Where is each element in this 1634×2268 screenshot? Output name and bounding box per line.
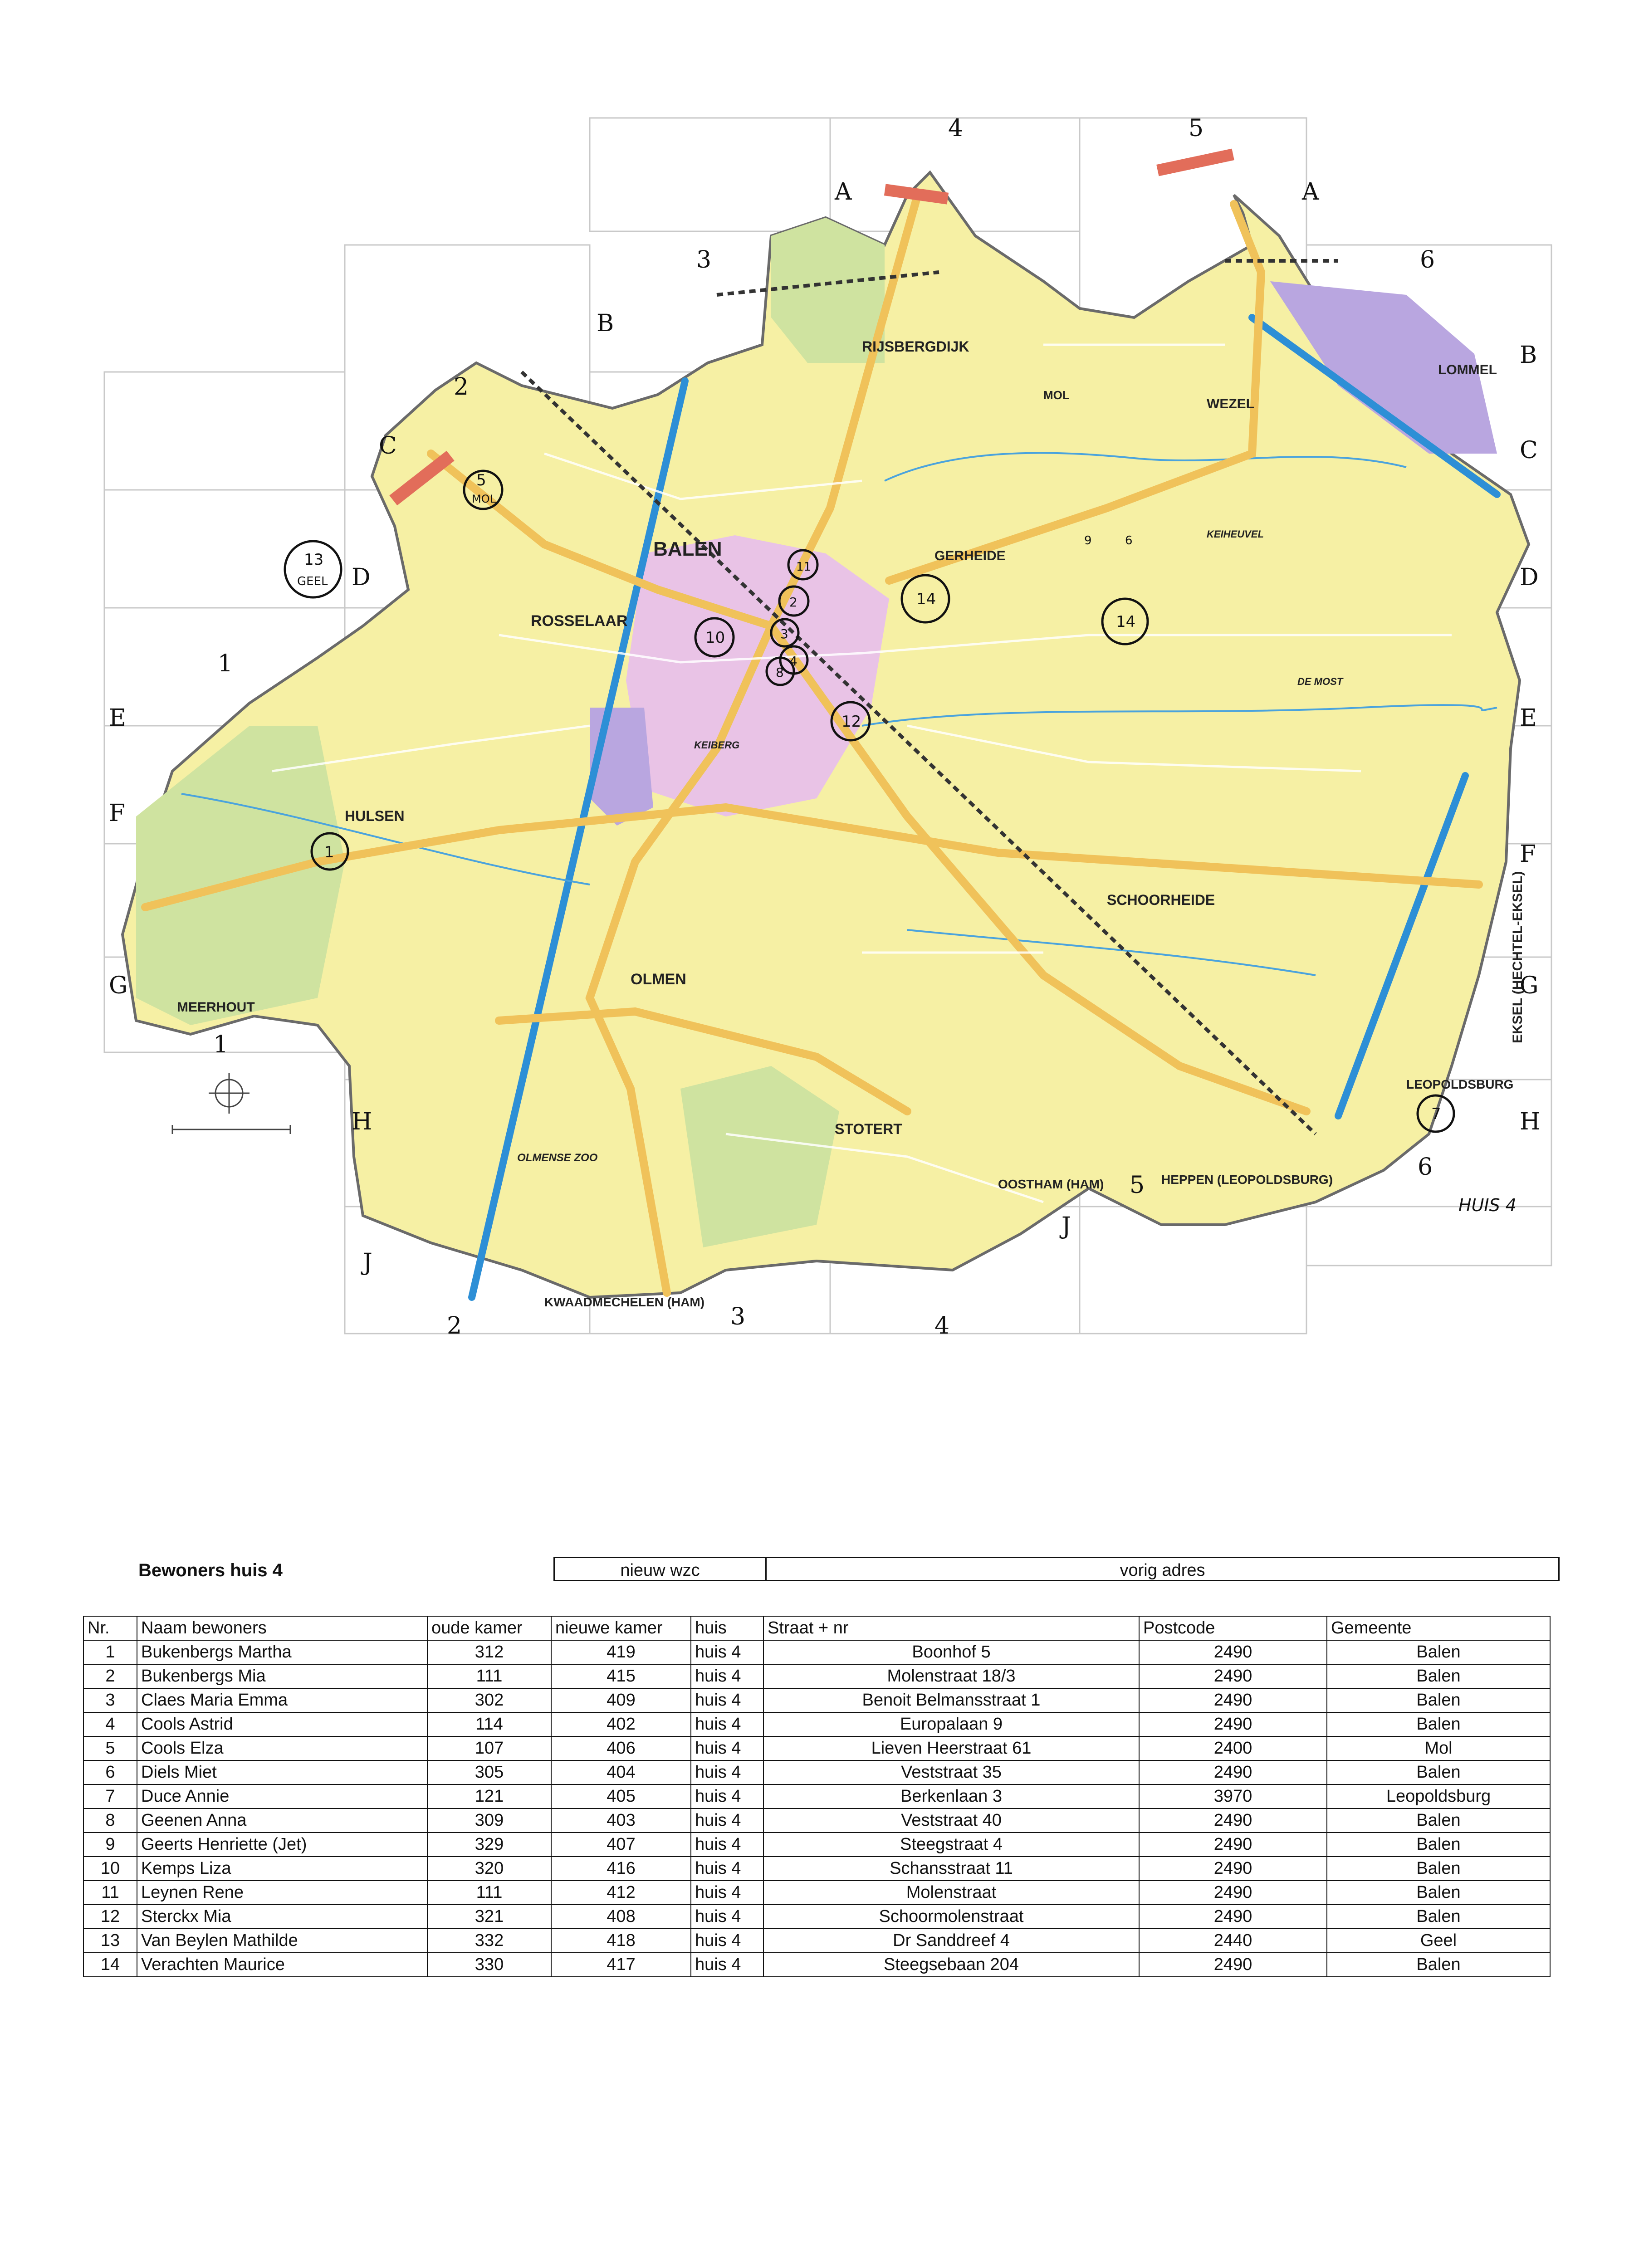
cell-new-room: 404 bbox=[551, 1760, 691, 1784]
place-keiheuvel: KEIHEUVEL bbox=[1207, 528, 1264, 540]
table-body bbox=[83, 1640, 1550, 1977]
grid-row-B-left: B bbox=[597, 310, 614, 337]
table-row bbox=[83, 1688, 1550, 1712]
cell-postcode: 2490 bbox=[1139, 1905, 1327, 1929]
cell-new-room: 417 bbox=[551, 1953, 691, 1977]
cell-house: huis 4 bbox=[691, 1712, 763, 1736]
cell-nr: 13 bbox=[83, 1929, 137, 1953]
cell-nr: 4 bbox=[83, 1712, 137, 1736]
col-municipality: Gemeente bbox=[1327, 1616, 1550, 1640]
cell-street: Veststraat 35 bbox=[763, 1760, 1139, 1784]
place-lommel: LOMMEL bbox=[1438, 362, 1497, 377]
table-row bbox=[83, 1736, 1550, 1760]
table-row bbox=[83, 1640, 1550, 1664]
marker-5: 5 bbox=[476, 471, 486, 489]
cell-municipality: Balen bbox=[1327, 1881, 1550, 1905]
cell-nr: 10 bbox=[83, 1857, 137, 1881]
cell-postcode: 2490 bbox=[1139, 1760, 1327, 1784]
cell-street: Veststraat 40 bbox=[763, 1809, 1139, 1833]
grid-row-E-right: E bbox=[1520, 704, 1537, 732]
cell-name: Van Beylen Mathilde bbox=[137, 1929, 427, 1953]
cell-street: Lieven Heerstraat 61 bbox=[763, 1736, 1139, 1760]
col-old-room: oude kamer bbox=[427, 1616, 551, 1640]
place-leopoldsburg: LEOPOLDSBURG bbox=[1406, 1077, 1514, 1091]
cell-house: huis 4 bbox=[691, 1688, 763, 1712]
grid-col-2-top: 2 bbox=[454, 373, 469, 401]
cell-street: Molenstraat 18/3 bbox=[763, 1664, 1139, 1688]
place-olmense-zoo: OLMENSE ZOO bbox=[517, 1152, 598, 1164]
place-oostham: OOSTHAM (HAM) bbox=[998, 1177, 1104, 1191]
grid-col-4-bottom: 4 bbox=[934, 1312, 950, 1339]
cell-postcode: 2490 bbox=[1139, 1664, 1327, 1688]
marker-8: 8 bbox=[776, 665, 784, 680]
cell-new-room: 409 bbox=[551, 1688, 691, 1712]
cell-old-room: 114 bbox=[427, 1712, 551, 1736]
cell-house: huis 4 bbox=[691, 1833, 763, 1857]
table-row bbox=[83, 1929, 1550, 1953]
cell-house: huis 4 bbox=[691, 1809, 763, 1833]
cell-street: Boonhof 5 bbox=[763, 1640, 1139, 1664]
residents-table bbox=[83, 1616, 1551, 1977]
cell-new-room: 406 bbox=[551, 1736, 691, 1760]
cell-house: huis 4 bbox=[691, 1784, 763, 1809]
cell-name: Verachten Maurice bbox=[137, 1953, 427, 1977]
cell-municipality: Balen bbox=[1327, 1809, 1550, 1833]
cell-municipality: Balen bbox=[1327, 1664, 1550, 1688]
cell-new-room: 419 bbox=[551, 1640, 691, 1664]
marker-12: 12 bbox=[841, 713, 861, 731]
cell-house: huis 4 bbox=[691, 1664, 763, 1688]
col-house: huis bbox=[691, 1616, 763, 1640]
cell-postcode: 2490 bbox=[1139, 1857, 1327, 1881]
table-row bbox=[83, 1953, 1550, 1977]
place-olmen: OLMEN bbox=[631, 971, 686, 988]
grid-col-2-bottom: 2 bbox=[447, 1312, 462, 1339]
cell-name: Leynen Rene bbox=[137, 1881, 427, 1905]
marker-14b: 14 bbox=[1116, 613, 1136, 631]
cell-old-room: 107 bbox=[427, 1736, 551, 1760]
cell-name: Bukenbergs Mia bbox=[137, 1664, 427, 1688]
cell-postcode: 2490 bbox=[1139, 1712, 1327, 1736]
place-meerhout: MEERHOUT bbox=[177, 1000, 255, 1015]
table-row bbox=[83, 1712, 1550, 1736]
cell-new-room: 405 bbox=[551, 1784, 691, 1809]
cell-postcode: 2490 bbox=[1139, 1809, 1327, 1833]
scale-bar bbox=[172, 1125, 290, 1134]
grid-col-4-top: 4 bbox=[948, 115, 964, 142]
cell-municipality: Leopoldsburg bbox=[1327, 1784, 1550, 1809]
place-keiberg: KEIBERG bbox=[694, 739, 740, 751]
place-gerheide: GERHEIDE bbox=[934, 548, 1006, 563]
cell-old-room: 302 bbox=[427, 1688, 551, 1712]
col-postcode: Postcode bbox=[1139, 1616, 1327, 1640]
cell-municipality: Geel bbox=[1327, 1929, 1550, 1953]
cell-old-room: 111 bbox=[427, 1664, 551, 1688]
cell-nr: 7 bbox=[83, 1784, 137, 1809]
grid-row-E-left: E bbox=[109, 704, 126, 732]
cell-house: huis 4 bbox=[691, 1929, 763, 1953]
cell-street: Dr Sanddreef 4 bbox=[763, 1929, 1139, 1953]
cell-name: Kemps Liza bbox=[137, 1857, 427, 1881]
table-row bbox=[83, 1881, 1550, 1905]
cell-nr: 6 bbox=[83, 1760, 137, 1784]
place-stotert: STOTERT bbox=[835, 1121, 902, 1137]
cell-new-room: 416 bbox=[551, 1857, 691, 1881]
grid-row-G-right: G bbox=[1520, 972, 1539, 999]
col-street: Straat + nr bbox=[763, 1616, 1139, 1640]
col-name: Naam bewoners bbox=[137, 1616, 427, 1640]
cell-postcode: 2490 bbox=[1139, 1953, 1327, 1977]
cell-old-room: 111 bbox=[427, 1881, 551, 1905]
cell-new-room: 408 bbox=[551, 1905, 691, 1929]
cell-new-room: 412 bbox=[551, 1881, 691, 1905]
cell-street: Berkenlaan 3 bbox=[763, 1784, 1139, 1809]
cell-postcode: 2490 bbox=[1139, 1640, 1327, 1664]
cell-nr: 5 bbox=[83, 1736, 137, 1760]
cell-new-room: 402 bbox=[551, 1712, 691, 1736]
cell-name: Geerts Henriette (Jet) bbox=[137, 1833, 427, 1857]
cell-name: Geenen Anna bbox=[137, 1809, 427, 1833]
cell-old-room: 305 bbox=[427, 1760, 551, 1784]
corner-note: HUIS 4 bbox=[1458, 1195, 1517, 1215]
grid-col-1-top: 1 bbox=[218, 650, 233, 677]
marker-3: 3 bbox=[780, 626, 788, 641]
marker-10: 10 bbox=[705, 629, 725, 647]
cell-old-room: 309 bbox=[427, 1809, 551, 1833]
place-schoorheide: SCHOORHEIDE bbox=[1107, 892, 1215, 908]
marker-2: 2 bbox=[789, 595, 797, 610]
cell-street: Europalaan 9 bbox=[763, 1712, 1139, 1736]
place-mol: MOL bbox=[1043, 388, 1070, 402]
grid-row-J-mid: J bbox=[1062, 1212, 1071, 1240]
col-new-room: nieuwe kamer bbox=[551, 1616, 691, 1640]
place-wezel: WEZEL bbox=[1207, 396, 1254, 411]
cell-street: Steegstraat 4 bbox=[763, 1833, 1139, 1857]
place-eksel: EKSEL (HECHTEL-EKSEL) bbox=[1510, 871, 1525, 1043]
cell-street: Steegsebaan 204 bbox=[763, 1953, 1139, 1977]
cell-house: huis 4 bbox=[691, 1857, 763, 1881]
table-row bbox=[83, 1760, 1550, 1784]
table-row bbox=[83, 1857, 1550, 1881]
cell-postcode: 2490 bbox=[1139, 1688, 1327, 1712]
marker-6: 6 bbox=[1125, 534, 1133, 547]
cell-old-room: 330 bbox=[427, 1953, 551, 1977]
cell-new-room: 407 bbox=[551, 1833, 691, 1857]
cell-new-room: 403 bbox=[551, 1809, 691, 1833]
cell-municipality: Balen bbox=[1327, 1712, 1550, 1736]
grid-row-H-left: H bbox=[352, 1108, 372, 1135]
grid-col-6-bottom: 6 bbox=[1418, 1154, 1433, 1181]
marker-9: 9 bbox=[1084, 534, 1092, 547]
marker-4: 4 bbox=[789, 654, 797, 669]
compass-icon bbox=[209, 1073, 250, 1114]
cell-house: huis 4 bbox=[691, 1760, 763, 1784]
cell-house: huis 4 bbox=[691, 1953, 763, 1977]
green-zone-west bbox=[136, 726, 345, 1025]
grid-row-F-left: F bbox=[109, 800, 126, 827]
cell-municipality: Balen bbox=[1327, 1833, 1550, 1857]
cell-old-room: 121 bbox=[427, 1784, 551, 1809]
marker-13: 13 bbox=[304, 551, 324, 569]
grid-row-H-right: H bbox=[1520, 1108, 1541, 1135]
cell-postcode: 2490 bbox=[1139, 1881, 1327, 1905]
marker-1: 1 bbox=[324, 843, 334, 861]
cell-postcode: 2440 bbox=[1139, 1929, 1327, 1953]
group-header-previous: vorig adres bbox=[767, 1557, 1560, 1581]
cell-old-room: 329 bbox=[427, 1833, 551, 1857]
col-nr: Nr. bbox=[83, 1616, 137, 1640]
balen-industry bbox=[590, 708, 653, 826]
cell-old-room: 332 bbox=[427, 1929, 551, 1953]
cell-name: Cools Elza bbox=[137, 1736, 427, 1760]
place-rosselaar: ROSSELAAR bbox=[531, 612, 628, 630]
table-row bbox=[83, 1833, 1550, 1857]
table-header-row bbox=[83, 1616, 1550, 1640]
marker-14: 14 bbox=[916, 590, 936, 608]
cell-postcode: 2400 bbox=[1139, 1736, 1327, 1760]
cell-postcode: 2490 bbox=[1139, 1833, 1327, 1857]
cell-house: huis 4 bbox=[691, 1905, 763, 1929]
marker-7: 7 bbox=[1431, 1105, 1441, 1123]
cell-name: Diels Miet bbox=[137, 1760, 427, 1784]
cell-municipality: Balen bbox=[1327, 1953, 1550, 1977]
grid-col-5-bottom: 5 bbox=[1130, 1172, 1145, 1199]
marker-5-note: MOL bbox=[472, 493, 496, 505]
cell-house: huis 4 bbox=[691, 1640, 763, 1664]
cell-street: Schansstraat 11 bbox=[763, 1857, 1139, 1881]
grid-row-B-right: B bbox=[1520, 342, 1537, 369]
cell-name: Bukenbergs Martha bbox=[137, 1640, 427, 1664]
cell-municipality: Balen bbox=[1327, 1640, 1550, 1664]
cell-old-room: 320 bbox=[427, 1857, 551, 1881]
cell-nr: 3 bbox=[83, 1688, 137, 1712]
cell-new-room: 415 bbox=[551, 1664, 691, 1688]
place-hulsen: HULSEN bbox=[345, 808, 405, 824]
cell-street: Schoormolenstraat bbox=[763, 1905, 1139, 1929]
grid-row-C-right: C bbox=[1520, 437, 1538, 464]
cell-nr: 11 bbox=[83, 1881, 137, 1905]
grid-row-A-right: A bbox=[1302, 178, 1319, 205]
group-header-new: nieuw wzc bbox=[553, 1557, 767, 1581]
grid-col-3-top: 3 bbox=[696, 246, 712, 274]
cell-postcode: 3970 bbox=[1139, 1784, 1327, 1809]
cell-municipality: Balen bbox=[1327, 1688, 1550, 1712]
grid-row-G-left: G bbox=[109, 972, 128, 999]
marker-13-note: GEEL bbox=[297, 575, 328, 588]
marker-11: 11 bbox=[796, 560, 812, 574]
cell-nr: 12 bbox=[83, 1905, 137, 1929]
grid-row-F-right: F bbox=[1520, 841, 1536, 868]
cell-name: Sterckx Mia bbox=[137, 1905, 427, 1929]
cell-nr: 8 bbox=[83, 1809, 137, 1833]
table-row bbox=[83, 1664, 1550, 1688]
place-rijsbergdijk: RIJSBERGDIJK bbox=[862, 338, 969, 355]
cell-house: huis 4 bbox=[691, 1881, 763, 1905]
table-row bbox=[83, 1905, 1550, 1929]
cell-nr: 9 bbox=[83, 1833, 137, 1857]
cell-nr: 2 bbox=[83, 1664, 137, 1688]
cell-municipality: Balen bbox=[1327, 1857, 1550, 1881]
place-de-most: DE MOST bbox=[1297, 676, 1343, 687]
grid-row-J-left: J bbox=[363, 1249, 372, 1276]
cell-name: Claes Maria Emma bbox=[137, 1688, 427, 1712]
place-balen: BALEN bbox=[653, 538, 722, 560]
grid-col-3-bottom: 3 bbox=[730, 1303, 746, 1330]
grid-row-D-right: D bbox=[1520, 564, 1539, 591]
cell-nr: 1 bbox=[83, 1640, 137, 1664]
cell-nr: 14 bbox=[83, 1953, 137, 1977]
cell-street: Molenstraat bbox=[763, 1881, 1139, 1905]
grid-col-5-top: 5 bbox=[1189, 115, 1204, 142]
grid-row-C-left: C bbox=[379, 432, 397, 459]
grid-col-6-top: 6 bbox=[1420, 246, 1435, 274]
table-row bbox=[83, 1809, 1550, 1833]
table-title: Bewoners huis 4 bbox=[138, 1560, 283, 1580]
cell-name: Duce Annie bbox=[137, 1784, 427, 1809]
cell-old-room: 321 bbox=[427, 1905, 551, 1929]
grid-row-A-left: A bbox=[835, 178, 852, 205]
cell-old-room: 312 bbox=[427, 1640, 551, 1664]
cell-name: Cools Astrid bbox=[137, 1712, 427, 1736]
place-heppen: HEPPEN (LEOPOLDSBURG) bbox=[1161, 1173, 1333, 1187]
cell-municipality: Balen bbox=[1327, 1760, 1550, 1784]
cell-house: huis 4 bbox=[691, 1736, 763, 1760]
cell-municipality: Balen bbox=[1327, 1905, 1550, 1929]
cell-municipality: Mol bbox=[1327, 1736, 1550, 1760]
table-row bbox=[83, 1784, 1550, 1809]
place-kwaadmechelen: KWAADMECHELEN (HAM) bbox=[544, 1295, 705, 1309]
grid-row-D-left: D bbox=[352, 564, 371, 591]
cell-street: Benoit Belmansstraat 1 bbox=[763, 1688, 1139, 1712]
cell-new-room: 418 bbox=[551, 1929, 691, 1953]
grid-col-1-bottom: 1 bbox=[213, 1031, 229, 1058]
